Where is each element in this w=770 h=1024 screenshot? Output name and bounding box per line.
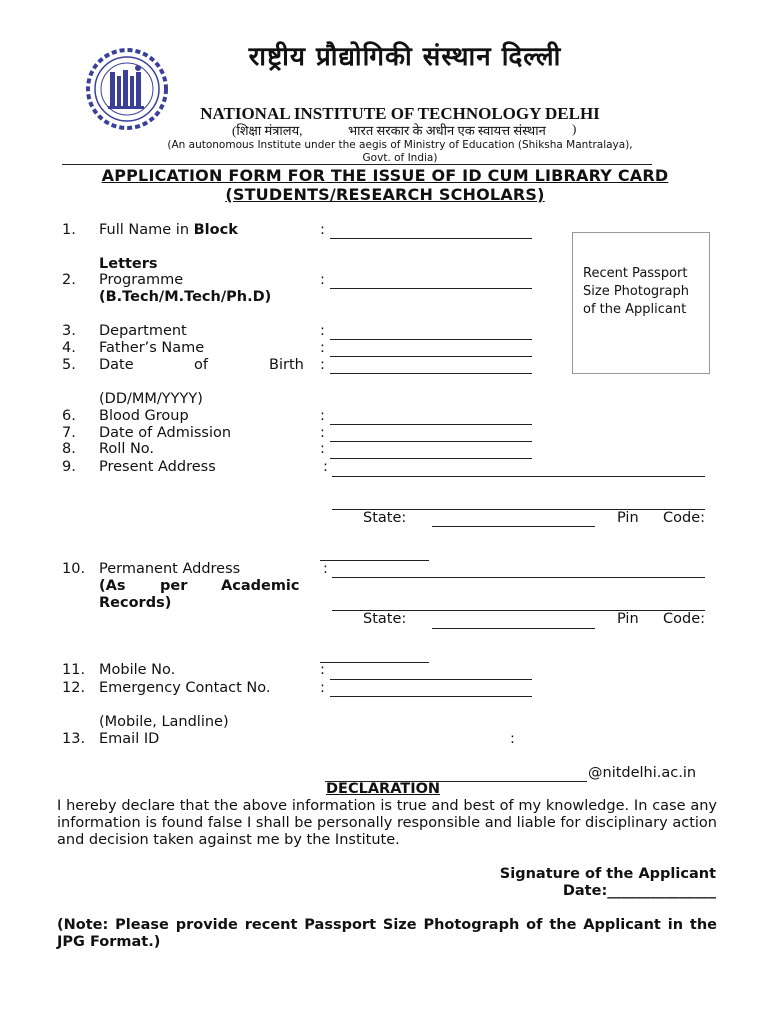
- signature-label: Signature of the Applicant: [499, 866, 716, 882]
- dob-label-word3: Birth: [269, 357, 304, 373]
- full-name-label-cont: Letters: [99, 256, 158, 272]
- institute-name: NATIONAL INSTITUTE OF TECHNOLOGY DELHI: [200, 104, 600, 123]
- permanent-address-note-4: Records): [99, 595, 172, 611]
- item-number: 9.: [62, 459, 76, 475]
- form-subtitle: (STUDENTS/RESEARCH SCHOLARS): [225, 185, 545, 204]
- hindi-subtitle-open: (शिक्षा मंत्रालय,: [232, 123, 303, 138]
- hindi-subtitle-mid: भारत सरकार के अधीन एक स्वायत्त संस्थान: [348, 123, 546, 138]
- institute-name-hindi: राष्ट्रीय प्रौद्योगिकी संस्थान दिल्ली: [248, 42, 562, 72]
- present-pin-field[interactable]: [320, 560, 429, 561]
- item-number: 1.: [62, 222, 76, 238]
- item-number: 4.: [62, 340, 76, 356]
- permanent-address-note-3: Academic: [221, 578, 300, 594]
- item-number: 12.: [62, 680, 86, 696]
- roll-no-label: Roll No.: [99, 441, 155, 457]
- full-name-label: [99, 222, 238, 238]
- colon: :: [320, 357, 325, 373]
- item-number: 2.: [62, 272, 76, 288]
- present-address-field-1[interactable]: [332, 476, 705, 477]
- permanent-address-label: Permanent Address: [99, 561, 241, 577]
- colon: :: [320, 662, 325, 678]
- declaration-heading: DECLARATION: [326, 781, 441, 797]
- dob-label-word1: Date: [99, 357, 134, 373]
- colon: :: [320, 425, 325, 441]
- permanent-address-field-1[interactable]: [332, 577, 705, 578]
- colon: :: [510, 731, 515, 747]
- photo-box[interactable]: [572, 232, 710, 374]
- email-label: Email ID: [99, 731, 160, 747]
- colon: :: [320, 441, 325, 457]
- fathers-name-field[interactable]: [330, 356, 532, 357]
- form-title: APPLICATION FORM FOR THE ISSUE OF ID CUM LIBRARY CARD: [101, 166, 669, 185]
- present-pin-label: Pin: [617, 510, 639, 526]
- item-number: 11.: [62, 662, 86, 678]
- colon: :: [320, 272, 325, 288]
- dob-field[interactable]: [330, 373, 532, 374]
- hindi-subtitle-close: ): [572, 121, 577, 136]
- header-rule: [62, 164, 652, 165]
- full-name-label-bold: Block: [193, 222, 238, 238]
- email-domain: @nitdelhi.ac.in: [588, 765, 697, 781]
- department-field[interactable]: [330, 339, 532, 340]
- full-name-field[interactable]: [330, 238, 532, 239]
- dob-format: (DD/MM/YYYY): [99, 391, 203, 407]
- permanent-address-note-2: per: [160, 578, 188, 594]
- colon: :: [320, 222, 325, 238]
- programme-label: Programme: [99, 272, 184, 288]
- colon: :: [320, 408, 325, 424]
- dob-label-word2: of: [194, 357, 208, 373]
- item-number: 10.: [62, 561, 86, 577]
- permanent-address-note-1: (As: [99, 578, 126, 594]
- emergency-contact-field[interactable]: [330, 696, 532, 697]
- nit-delhi-logo: [86, 48, 168, 130]
- emergency-contact-label: Emergency Contact No.: [99, 680, 271, 696]
- permanent-state-label: State:: [363, 611, 407, 627]
- permanent-state-field[interactable]: [432, 628, 595, 629]
- present-state-field[interactable]: [432, 526, 595, 527]
- item-number: 7.: [62, 425, 76, 441]
- photo-box-text: Recent Passport Size Photograph of the Applicant: [583, 266, 689, 317]
- admission-date-label: Date of Admission: [99, 425, 232, 441]
- item-number: 5.: [62, 357, 76, 373]
- item-number: 3.: [62, 323, 76, 339]
- colon: :: [320, 340, 325, 356]
- date-label: Date:: [562, 883, 608, 899]
- department-label: Department: [99, 323, 187, 339]
- permanent-pin-field[interactable]: [320, 662, 429, 663]
- mobile-field[interactable]: [330, 679, 532, 680]
- colon: :: [320, 323, 325, 339]
- colon: :: [320, 680, 325, 696]
- date-row[interactable]: [563, 883, 716, 899]
- item-number: 6.: [62, 408, 76, 424]
- programme-options: (B.Tech/M.Tech/Ph.D): [99, 289, 272, 305]
- photo-note: (Note: Please provide recent Passport Size Photograph of the Applicant in the JPG Format.): [57, 917, 717, 950]
- mobile-label: Mobile No.: [99, 662, 176, 678]
- emergency-contact-note: (Mobile, Landline): [99, 714, 229, 730]
- permanent-pin-label: Pin: [617, 611, 639, 627]
- present-address-label: Present Address: [99, 459, 216, 475]
- colon: :: [323, 459, 328, 475]
- blood-group-field[interactable]: [330, 424, 532, 425]
- declaration-text: I hereby declare that the above information is true and best of my knowledge. In case any information is found false I shall be personally responsible and liable for disciplinary action and decision taken against me by the Institute.: [57, 798, 717, 848]
- item-number: 8.: [62, 441, 76, 457]
- date-blank: _______________: [607, 883, 716, 899]
- programme-field[interactable]: [330, 288, 532, 289]
- roll-no-field[interactable]: [330, 458, 532, 459]
- present-code-label: Code:: [663, 510, 706, 526]
- colon: :: [323, 561, 328, 577]
- permanent-code-label: Code:: [663, 611, 706, 627]
- present-state-label: State:: [363, 510, 407, 526]
- item-number: 13.: [62, 731, 86, 747]
- full-name-label-text: Full Name in: [99, 222, 194, 238]
- admission-date-field[interactable]: [330, 441, 532, 442]
- english-subtitle: (An autonomous Institute under the aegis of Ministry of Education (Shiksha Mantralaya), Govt. of India): [167, 139, 633, 164]
- fathers-name-label: Father’s Name: [99, 340, 205, 356]
- blood-group-label: Blood Group: [99, 408, 189, 424]
